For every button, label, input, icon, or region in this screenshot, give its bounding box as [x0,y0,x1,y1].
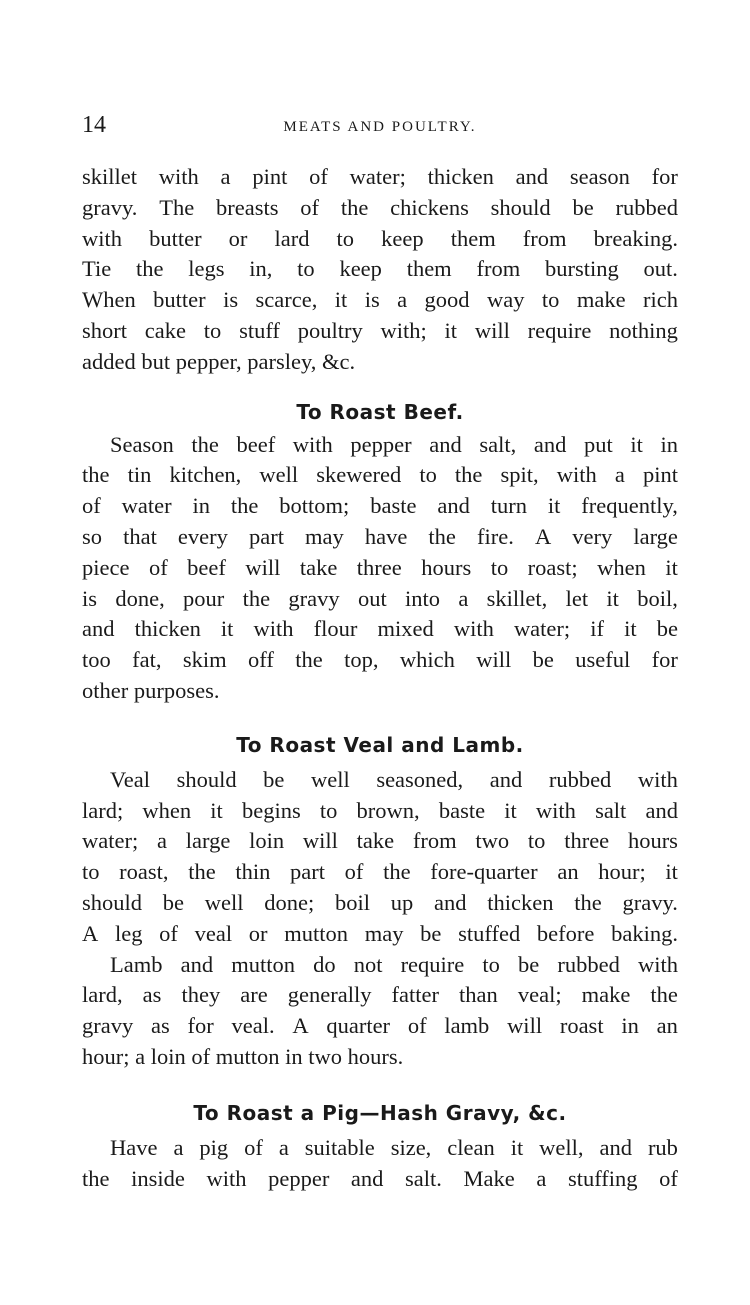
text-line: short cake to stuff poultry with; it will require nothing [82,317,678,343]
text-line: Tie the legs in, to keep them from bursting out. [82,256,678,282]
text-line: gravy. The breasts of the chickens should be rubbed [82,194,678,220]
text-line: When butter is scarce, it is a good way to make rich [82,287,678,313]
roast-pig-paragraph [82,1133,678,1195]
text-line: of water in the bottom; baste and turn it frequently, [82,493,678,519]
text-line: other purposes. [82,677,220,703]
page-number: 14 [82,112,106,138]
text-line: the inside with pepper and salt. Make a stuffing of [82,1165,678,1191]
text-line: is done, pour the gravy out into a skillet, let it boil, [82,585,678,611]
running-title: MEATS AND POULTRY. [283,119,477,135]
text-line: lard; when it begins to brown, baste it with salt and [82,797,678,823]
text-line: Season the beef with pepper and salt, and put it in [110,431,678,457]
text-line: with butter or lard to keep them from breaking. [82,225,678,251]
section-heading-roast-pig: To Roast a Pig—Hash Gravy, &c. [193,1100,567,1125]
roast-beef-paragraph [82,430,678,707]
section-heading-roast-beef: To Roast Beef. [296,399,464,424]
text-line: Lamb and mutton do not require to be rubbed with [110,951,678,977]
text-line: lard, as they are generally fatter than veal; make the [82,982,678,1008]
text-line: skillet with a pint of water; thicken and season for [82,164,678,189]
text-line: gravy as for veal. A quarter of lamb will roast in an [82,1013,678,1039]
text-line: Veal should be well seasoned, and rubbed with [110,766,678,792]
text-line: added but pepper, parsley, &c. [82,348,356,374]
text-line: piece of beef will take three hours to roast; when it [82,554,678,580]
text-line: so that every part may have the fire. A very large [82,523,678,549]
roast-veal-paragraph [82,765,678,950]
roast-lamb-paragraph [82,950,678,1073]
section-heading-roast-veal: To Roast Veal and Lamb. [236,732,524,757]
text-line: too fat, skim off the top, which will be useful for [82,647,678,673]
text-line: should be well done; boil up and thicken the gravy. [82,889,678,915]
text-line: A leg of veal or mutton may be stuffed before baking. [82,920,678,946]
book-page [82,110,678,1194]
text-line: Have a pig of a suitable size, clean it well, and rub [110,1134,678,1160]
text-line: to roast, the thin part of the fore-quarter an hour; it [82,859,678,885]
text-line: water; a large loin will take from two to three hours [82,828,678,854]
text-line: the tin kitchen, well skewered to the spit, with a pint [82,462,678,488]
running-head [82,110,678,144]
intro-paragraph [82,162,678,378]
text-line: and thicken it with flour mixed with water; if it be [82,616,678,642]
text-line: hour; a loin of mutton in two hours. [82,1043,404,1069]
